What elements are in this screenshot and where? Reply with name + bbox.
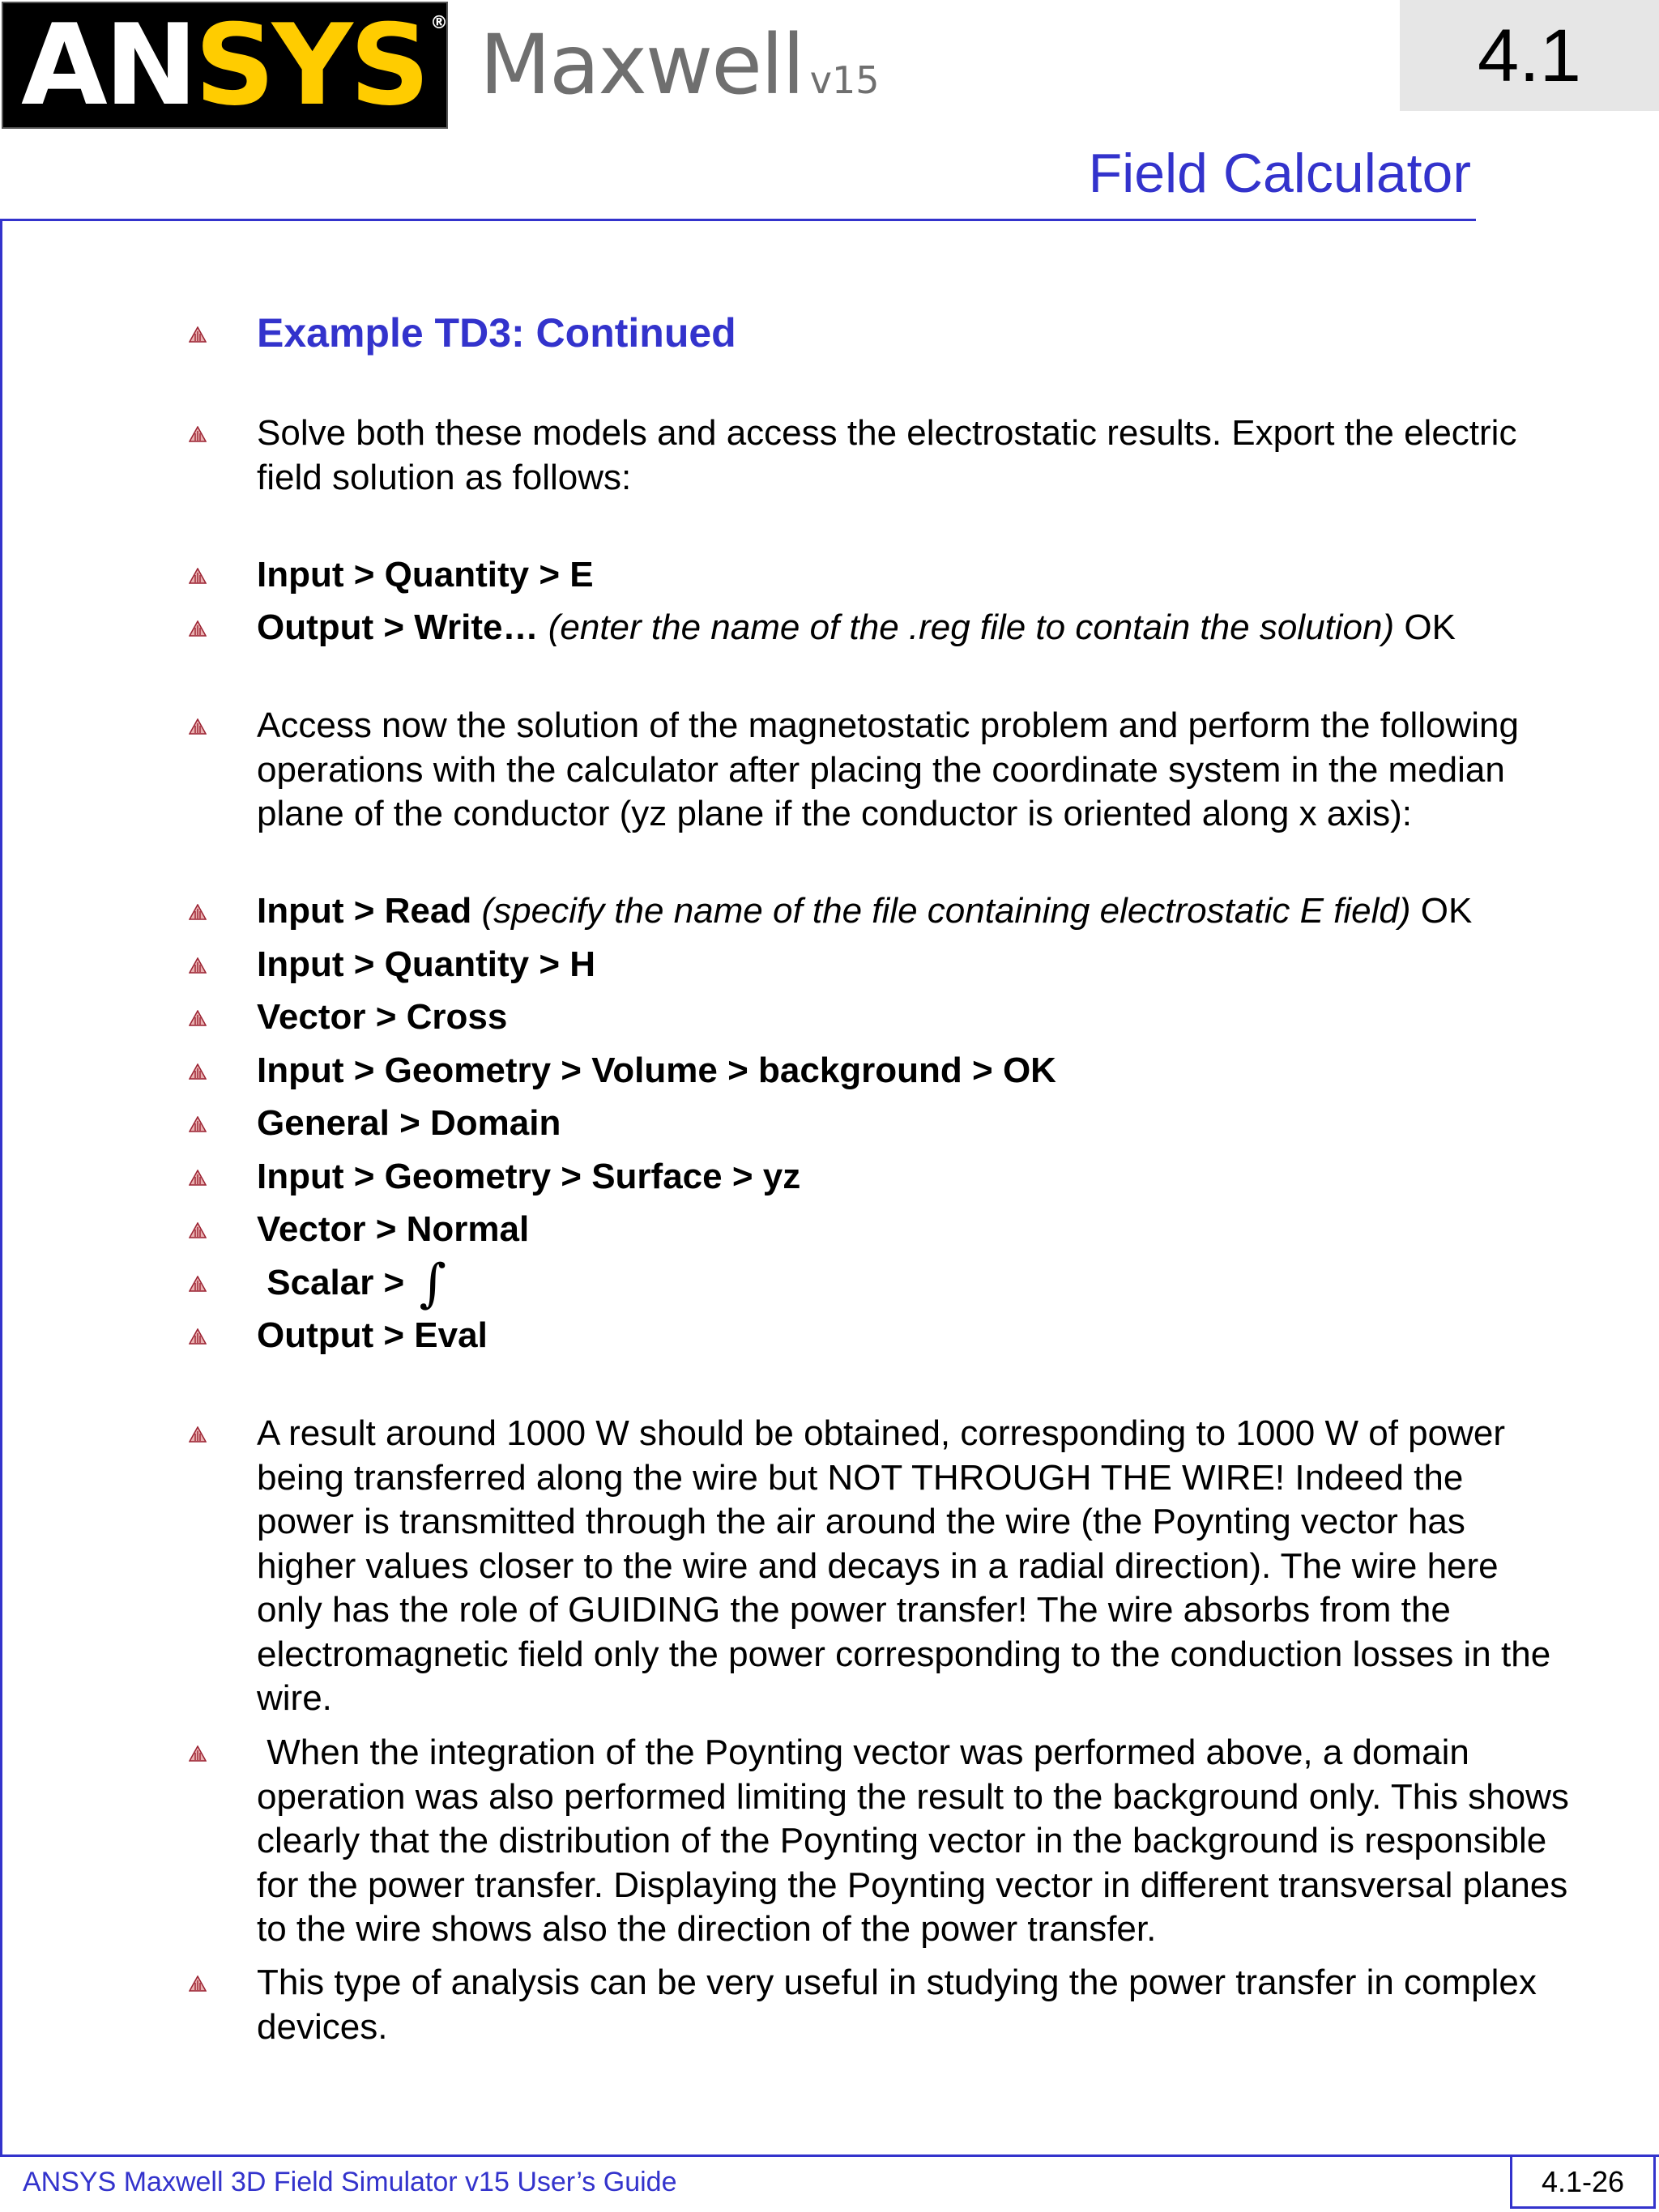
section-number-box	[1400, 0, 1659, 111]
bullet-icon	[189, 904, 207, 920]
frame-top-rule	[0, 219, 1476, 221]
paragraph-result: A result around 1000 W should be obtained, corresponding to 1000 W of power being transferred along the wire but NOT THROUGH THE WIRE! Indeed the power is transmitted through the air around the wire (the Poynting vector has higher values closer to the wire and decays in a radial direction). The wire here only has the role of GUIDING the power transfer! The wire absorbs from the electromagnetic field only the power corresponding to the conduction losses in the wire.	[257, 1413, 1551, 1718]
frame-left-rule	[0, 219, 2, 2156]
step-text: Output > Write…	[257, 607, 548, 647]
bullet-icon	[189, 1745, 207, 1762]
list-item	[257, 309, 1569, 357]
ansys-logo	[2, 2, 448, 129]
list-item	[257, 1208, 1569, 1252]
bullet-icon	[189, 1975, 207, 1992]
logo-text-sys: SYS	[194, 0, 428, 130]
step-text: Input > Geometry > Surface > yz	[257, 1157, 801, 1196]
frame-bottom-rule	[0, 2154, 1659, 2157]
bullet-icon	[189, 718, 207, 735]
bullet-icon	[189, 620, 207, 637]
page-number: 4.1-26	[1541, 2164, 1625, 2198]
list-item	[257, 606, 1569, 650]
bullet-icon	[189, 426, 207, 442]
integral-symbol: ∫	[419, 1254, 446, 1314]
bullet-icon	[189, 1222, 207, 1238]
product-name	[480, 17, 880, 113]
bullet-icon	[189, 326, 207, 343]
list-item	[257, 411, 1569, 500]
section-heading: Example TD3: Continued	[257, 310, 736, 356]
list-item	[257, 1314, 1569, 1358]
bullet-icon	[189, 568, 207, 584]
bullet-icon	[189, 1276, 207, 1292]
paragraph-useful: This type of analysis can be very useful in studying the power transfer in complex devices.	[257, 1963, 1537, 2047]
list-item	[257, 889, 1569, 934]
list-item	[257, 1049, 1569, 1093]
list-item	[257, 995, 1569, 1040]
list-item	[257, 1155, 1569, 1200]
footer-guide-title: ANSYS Maxwell 3D Field Simulator v15 User’s Guide	[23, 2167, 677, 2197]
bullet-icon	[189, 1116, 207, 1132]
step-text: Input > Read	[257, 891, 482, 931]
list-item	[257, 1961, 1569, 2049]
page-number-box	[1510, 2154, 1656, 2209]
step-text: Vector > Cross	[257, 997, 508, 1037]
product-title: Maxwell	[480, 17, 804, 113]
step-text: Input > Quantity > H	[257, 944, 596, 984]
list-item	[257, 1102, 1569, 1146]
paragraph-access: Access now the solution of the magnetostatic problem and perform the following operations with the calculator after placing the coordinate system in the median plane of the conductor (yz plane if the conductor is oriented along x axis):	[257, 705, 1519, 833]
list-item	[257, 943, 1569, 987]
page-title: Field Calculator	[1088, 143, 1471, 204]
step-note: (specify the name of the file containing electrostatic E field)	[481, 891, 1411, 931]
list-item	[257, 704, 1569, 837]
product-version: v15	[809, 58, 880, 102]
step-note: (enter the name of the .reg file to contain the solution)	[548, 607, 1395, 647]
logo-registered-mark: ®	[430, 12, 449, 33]
section-number: 4.1	[1478, 14, 1581, 97]
bullet-icon	[189, 1328, 207, 1345]
step-ok: OK	[1394, 607, 1456, 647]
step-text: Vector > Normal	[257, 1209, 530, 1249]
paragraph-integration: When the integration of the Poynting vector was performed above, a domain operation was also performed limiting the result to the background only. This shows clearly that the distribution of the Poynting vector in the background is responsible for the power transfer. Displaying the Poynting vector in different transversal planes to the wire shows also the direction of the power transfer.	[257, 1733, 1580, 1949]
step-text: Input > Geometry > Volume > background > OK	[257, 1051, 1056, 1090]
step-text: Scalar >	[257, 1263, 415, 1302]
bullet-icon	[189, 1426, 207, 1443]
list-item	[257, 1412, 1569, 1721]
step-ok: OK	[1410, 891, 1473, 931]
step-text: General > Domain	[257, 1103, 561, 1143]
list-item	[257, 553, 1569, 598]
list-item	[257, 1731, 1580, 1952]
bullet-icon	[189, 957, 207, 974]
paragraph-solve: Solve both these models and access the electrostatic results. Export the electric field solution as follows:	[257, 413, 1517, 497]
bullet-icon	[189, 1063, 207, 1080]
bullet-icon	[189, 1010, 207, 1026]
logo-text-an: AN	[21, 0, 195, 130]
step-text: Input > Quantity > E	[257, 555, 594, 595]
bullet-icon	[189, 1170, 207, 1186]
list-item	[257, 1254, 1569, 1314]
step-text: Output > Eval	[257, 1315, 488, 1355]
